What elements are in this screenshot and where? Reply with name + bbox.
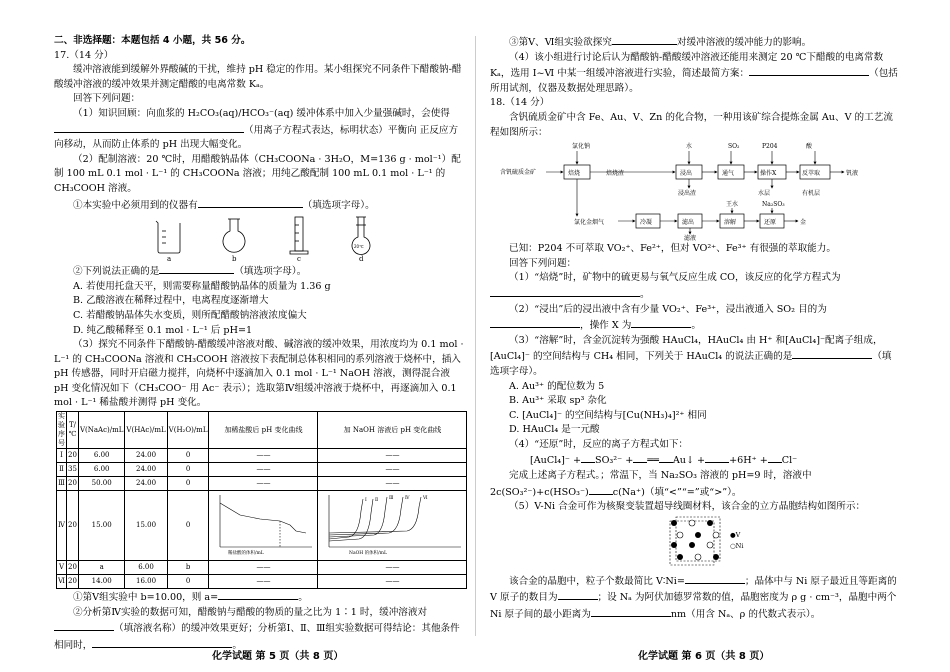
- apparatus-figure: [54, 213, 464, 263]
- q17-part2: （2）配制溶液：20 ℃时，用醋酸钠晶体（CH₃COONa · 3H₂O，M=136 g · mol⁻¹）配制 100 mL 0.1 mol · L⁻¹ 的 CH₃COONa 溶液；用纯乙酸配制 100 mL 0.1 mol · L⁻¹ 的 CH₃COOH 溶液。: [54, 153, 461, 194]
- q17-part3-q3-blank[interactable]: [612, 34, 677, 45]
- apparatus-label-c: c: [297, 255, 301, 264]
- label-leach-slag: 浸出渣: [678, 190, 697, 198]
- q18-part4-b-text: 完成上述离子方程式。: [509, 470, 601, 482]
- curve-label-6: Ⅵ: [423, 496, 428, 502]
- base-axis-label: NaOH 的体积/mL: [349, 551, 388, 557]
- q18-option-a: A. Au³⁺ 的配位数为 5: [509, 380, 605, 392]
- table-row: Ⅱ 35 6.00 24.00 0 —— ——: [57, 463, 467, 477]
- eq-aucl4: [AuCl₄]⁻ +: [530, 455, 581, 467]
- q18-part5-blank3[interactable]: [591, 606, 671, 617]
- q17-part3-q3: [490, 34, 900, 51]
- q17-part2-q2-a: ②下列说法正确的是: [73, 266, 160, 278]
- q18-part5-blank1[interactable]: [685, 573, 745, 584]
- right-page: [490, 34, 900, 623]
- input-aqua-regia: 王水: [726, 201, 739, 209]
- legend-ni: ○Ni: [730, 541, 744, 550]
- apparatus-label-d: d: [359, 255, 364, 264]
- q18-part2-blank1[interactable]: [490, 317, 580, 328]
- label-filtrate: 滤液: [684, 235, 697, 243]
- eq-arrow: ══: [647, 455, 659, 467]
- th-h2o: V(H₂O)/mL: [167, 412, 209, 449]
- option-d: D. 纯乙酸稀释至 0.1 mol · L⁻¹ 后 pH=1: [73, 324, 253, 336]
- q18-part2-a: （2）“浸出”后的浸出液中含有少量 VO₂⁺、Fe³⁺，浸出液通入 SO₂ 目的为: [509, 303, 827, 315]
- q18-part1-b: 。: [640, 288, 650, 300]
- beaker-icon: [156, 221, 180, 253]
- th-naac: V(NaAc)/mL: [78, 412, 124, 449]
- q18-intro: 含钒硫质金矿中含 Fe、Au、V、Zn 的化合物，一种用该矿综合提炼金属 Au、V 的工艺流程如图所示：: [490, 111, 893, 138]
- q18-option-d: D. HAuCl₄ 是一元酸: [509, 424, 600, 436]
- footer-page-5: 化学试题 第 5 页（共 8 页）: [212, 651, 344, 662]
- label-water-layer: 水层: [758, 190, 771, 198]
- option-a: A. 若使用托盘天平，则需要称量醋酸钠晶体的质量为 1.36 g: [73, 280, 331, 292]
- eq-so3: SO₃²⁻ +: [595, 455, 634, 467]
- q18-part5-blank2[interactable]: [558, 589, 598, 600]
- q18-part5-e: nm（用含 Nₐ、ρ 的代数式表示）。: [670, 609, 821, 621]
- q17-part2-q2-b: （填选项字母）。: [234, 266, 307, 278]
- input-so2: SO₂: [728, 143, 740, 151]
- q17-part3-q2-c: 。: [232, 639, 242, 651]
- input-water: 水: [686, 143, 693, 151]
- q17-number: 17.（14 分）: [54, 49, 114, 61]
- q18-part2-blank2[interactable]: [631, 317, 691, 328]
- experiment-table: [56, 411, 467, 589]
- table-row: Ⅵ 20 14.00 16.00 0 —— ——: [57, 575, 467, 589]
- eq-au: Au↓ +: [672, 455, 706, 467]
- q18-part3-a: （3）“溶解”时，含金沉淀转为强酸 HAuCl₄，HAuCl₄ 由 H⁺ 和[AuCl₄]⁻配离子组成，[AuCl₄]⁻ 的空间结构与 CH₄ 相同，下列关于 HAuCl₄ 的说法正确的是: [490, 334, 883, 363]
- q18-answer-prompt: 回答下列问题：: [509, 257, 577, 269]
- q18-part1-blank[interactable]: [490, 286, 640, 297]
- apparatus-label-b: b: [232, 255, 237, 264]
- eq-h: +6H⁺ +: [729, 455, 768, 467]
- acid-curve-cell: [209, 491, 318, 561]
- q17-part1-blank[interactable]: [54, 122, 244, 133]
- q17-part3-q2-blank1[interactable]: [54, 620, 114, 631]
- table-row: Ⅴ 20 a 6.00 b —— ——: [57, 561, 467, 575]
- q18-part5-body: [490, 573, 900, 623]
- acid-axis-label: 稀盐酸的体积/mL: [228, 551, 265, 557]
- q17-part3-q1-a: ①第Ⅴ组实验中 b=10.00，则 a=: [73, 592, 219, 604]
- q17-part4-a: （4）该小组进行讨论后认为醋酸钠-醋酸缓冲溶液还能用来测定 20 ℃下醋酸的电离常数 Kₐ，选用 Ⅰ~Ⅵ 中某一组缓冲溶液进行实验，简述最简方案：: [490, 51, 884, 80]
- q18-part1: [490, 271, 900, 302]
- box-roast: 焙烧: [568, 170, 581, 178]
- eq-blank1[interactable]: [581, 452, 595, 463]
- input-nacl: 氯化钠: [572, 143, 591, 151]
- q17-part2-q2-blank[interactable]: [159, 263, 234, 274]
- q17-part3-q1-b: 。: [298, 592, 308, 604]
- q17-part4-b: （包括所用试剂，仪器及数据处理思路）。: [490, 68, 898, 94]
- box-operation-x: 操作X: [760, 170, 777, 178]
- base-ph-curve: [319, 491, 465, 557]
- q17-part3: （3）探究不同条件下醋酸钠-醋酸缓冲溶液对酸、碱溶液的缓冲效果，用浓度均为 0.1 mol · L⁻¹ 的 CH₃COONa 溶液和 CH₃COOH 溶液按下表配制总体积相同的系列溶液于烧杯中，插入 pH 传感器，同时开启磁力搅拌，向烧杯中逐滴加入 0.1 mol · L⁻¹ NaOH 溶液，测得混合液 pH 变化情况如下（CH₃COO⁻ 用 Ac⁻ 表示）；选取第Ⅳ组缓冲溶液于烧杯中，再逐滴加入 0.1 mol · L⁻¹ 稀盐酸并测得 pH 变化。: [54, 339, 464, 409]
- label-gold: 金: [800, 219, 807, 227]
- table-row: Ⅳ 20 15.00 15.00 0 稀盐酸的体积/mL Ⅰ Ⅱ Ⅲ Ⅳ Ⅵ NaOH 的体积/mL: [57, 491, 467, 561]
- option-b: B. 乙酸溶液在稀释过程中，电离程度逐渐增大: [73, 295, 269, 307]
- q17-part3-q2-a: ②分析第Ⅳ实验的数据可知，醋酸钠与醋酸的物质的量之比为 1∶1 时，缓冲溶液对: [73, 606, 428, 618]
- box-filter: 滤出: [682, 219, 695, 227]
- table-row: Ⅰ 20 6.00 24.00 0 —— ——: [57, 449, 467, 463]
- legend-v: ●V: [730, 530, 741, 539]
- q17-part2-q1-a: ①本实验中必须用到的仪器有: [73, 199, 198, 211]
- acid-ph-curve: [210, 491, 316, 557]
- curve-label-3: Ⅲ: [389, 496, 394, 502]
- th-hac: V(HAc)/mL: [125, 412, 167, 449]
- q17-part2-q2: [54, 263, 464, 280]
- q18-option-c: C. [AuCl₄]⁻ 的空间结构与[Cu(NH₃)₄]²⁺ 相同: [509, 409, 707, 421]
- section-header: 二、非选择题：本题包括 4 小题，共 56 分。: [54, 35, 251, 46]
- q18-number: 18.（14 分）: [490, 97, 550, 109]
- q18-part4-b: [490, 469, 900, 500]
- eq-blank2[interactable]: [633, 452, 647, 463]
- q18-option-b: B. Au³⁺ 采取 sp³ 杂化: [509, 395, 607, 407]
- q17-part1-c: 正反应方向移动，从而防止体系的 pH 出现大幅变化。: [54, 124, 459, 151]
- q17-part4: [490, 51, 900, 97]
- input-p204: P204: [762, 143, 778, 151]
- q17-part1-a: （1）知识回顾：向血浆的 H₂CO₃(aq)/HCO₃⁻(aq) 缓冲体系中加入少量强碱时，会使得: [73, 107, 450, 119]
- eq-blank3[interactable]: [659, 452, 673, 463]
- box-dissolve: 溶解: [724, 219, 737, 227]
- label-gold-gas: 氯化金烟气: [574, 219, 605, 227]
- q18-part3-b: （填选项字母）。: [490, 351, 892, 377]
- q17-part3-q1-blank[interactable]: [218, 589, 298, 600]
- round-flask-icon: [223, 219, 245, 252]
- q17-answer-prompt: 回答下列问题：: [73, 93, 141, 105]
- q18-part4: （4）“还原”时，反应的离子方程式如下：: [509, 438, 689, 450]
- box-gas: 通气: [722, 170, 735, 178]
- th-id: 实验序号: [58, 412, 66, 448]
- crystal-atoms: [671, 520, 719, 560]
- q17-intro: 缓冲溶液能到缓解外界酸碱的干扰，维持 pH 稳定的作用。某小组探究不同条件下醋酸钠-醋酸缓冲溶液的缓冲效果并测定醋酸的电离常数 Kₐ。: [54, 64, 462, 90]
- box-leach: 浸出: [680, 170, 693, 178]
- crystal-cell-figure: [490, 515, 900, 573]
- input-acid: 酸: [806, 143, 813, 151]
- footer-page-6: 化学试题 第 6 页（共 8 页）: [638, 651, 770, 662]
- q18-part4-c-text: ；常温下，当 Na₂SO₃ 溶液的 pH=9 时，溶液中 2c(SO₃²⁻)+c(HSO₃⁻): [490, 470, 812, 498]
- q17-part1: [54, 107, 464, 153]
- table-row: Ⅲ 20 50.00 24.00 0 —— ——: [57, 477, 467, 491]
- th-base-curve: 加 NaOH 溶液后 pH 变化曲线: [318, 412, 467, 449]
- box-condense: 冷凝: [640, 219, 653, 227]
- eq-cl: Cl⁻: [781, 455, 798, 467]
- q18-part4-d-text: c(Na⁺)（填“<”“=”或“>”）。: [612, 486, 742, 498]
- q18-part4-blank[interactable]: [589, 484, 613, 495]
- curve-label-4: Ⅳ: [405, 496, 410, 502]
- q18-part2-c: 。: [691, 320, 701, 332]
- box-reduce: 还原: [764, 219, 777, 227]
- input-na2so3: Na₂SO₃: [762, 201, 785, 209]
- label-organic-layer: 有机层: [802, 190, 821, 198]
- label-roast-slag: 焙烧渣: [606, 170, 625, 178]
- q17-part1-b: （用离子方程式表达，标明状态）平衡向: [244, 124, 417, 136]
- box-back-extract: 反萃取: [802, 170, 821, 178]
- th-acid-curve: 加稀盐酸后 pH 变化曲线: [209, 412, 318, 449]
- th-temp: T/℃: [67, 412, 79, 449]
- page-divider: [475, 36, 476, 636]
- svg-text:20℃: 20℃: [354, 244, 364, 250]
- process-flow-diagram: [490, 140, 900, 242]
- q18-part3-blank[interactable]: [792, 348, 872, 359]
- eq-blank5[interactable]: [768, 452, 782, 463]
- eq-blank4[interactable]: [705, 452, 729, 463]
- curve-label-2: Ⅱ: [375, 498, 379, 504]
- apparatus-label-a: a: [167, 255, 172, 264]
- ore-label: 含钒硫质金矿: [500, 169, 537, 177]
- q18-part4-equation: [490, 452, 900, 469]
- q18-part2: [490, 303, 900, 334]
- curve-label-1: Ⅰ: [365, 498, 368, 504]
- q17-part2-q1: [54, 197, 464, 214]
- q17-part3-q2-b: （填溶液名称）的缓冲效果更好；分析第Ⅰ、Ⅱ、Ⅲ组实验数据可得结论：其他条件相同时，: [54, 623, 460, 651]
- q17-part3-q1: [54, 589, 464, 606]
- option-c: C. 若醋酸钠晶体失水变质，则所配醋酸钠溶液浓度偏大: [73, 309, 307, 321]
- left-page: [54, 34, 464, 653]
- graduated-cylinder-icon: [295, 217, 303, 251]
- q18-part2-b: ，操作 X 为: [580, 320, 632, 332]
- q18-part3: [490, 334, 900, 380]
- base-curve-cell: [318, 491, 467, 561]
- q18-part5-c: ；晶体中与 Ni 原子最近且等距离的 V 原子的数目为: [490, 575, 897, 604]
- q17-part2-q1-blank[interactable]: [198, 197, 303, 208]
- q17-part2-q1-b: （填选项字母）。: [302, 199, 375, 211]
- q17-part3-q3-a: ③第Ⅴ、Ⅵ组实验欲探究: [509, 37, 612, 48]
- q18-known: 已知：P204 不可萃取 VO₂⁺、Fe²⁺，但对 VO²⁺、Fe³⁺ 有很强的萃取能力。: [509, 243, 836, 255]
- q18-part1-a: （1）“焙烧”时，矿物中的硫更易与氧气反应生成 CO，该反应的化学方程式为: [509, 272, 841, 284]
- q18-part5: （5）V-Ni 合金可作为核聚变装置超导线圈材料，该合金的立方晶胞结构如图所示：: [509, 501, 866, 513]
- label-vanadium: 钒液: [846, 170, 859, 178]
- q17-part4-blank[interactable]: [749, 65, 869, 76]
- q17-part3-q3-b: 对缓冲溶液的缓冲能力的影响。: [676, 37, 812, 48]
- q18-part5-b: 该合金的晶胞中，粒子个数最简比 V∶Ni=: [509, 575, 685, 587]
- q18-part5-d: ；设 Nₐ 为阿伏加德罗常数的值，晶胞密度为 ρ g · cm⁻³，晶胞中两个 Ni 原子间的最小距离为: [490, 592, 897, 621]
